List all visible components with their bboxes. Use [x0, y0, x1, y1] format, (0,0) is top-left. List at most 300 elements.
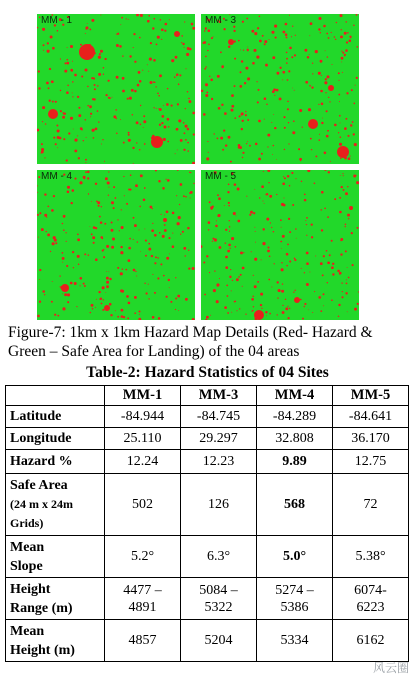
hazard-speck	[77, 96, 79, 98]
hazard-speck	[326, 110, 328, 112]
hazard-speck	[315, 50, 318, 53]
hazard-speck	[330, 161, 331, 162]
hazard-speck	[322, 274, 324, 276]
hazard-speck	[192, 318, 195, 320]
cell-line: 4477 –	[123, 582, 162, 598]
hazard-speck	[72, 251, 74, 253]
hazard-speck	[153, 81, 155, 83]
hazard-speck	[145, 255, 147, 257]
hazard-speck	[136, 121, 139, 124]
hazard-speck	[253, 275, 254, 276]
hazard-speck	[42, 28, 45, 31]
hazard-speck	[340, 158, 341, 159]
hazard-map-mm4	[37, 170, 195, 320]
hazard-speck	[289, 185, 291, 187]
hazard-speck	[66, 159, 68, 161]
hazard-speck	[323, 305, 324, 306]
hazard-speck	[144, 143, 146, 145]
hazard-speck	[128, 247, 131, 250]
hazard-speck	[356, 46, 358, 48]
hazard-speck	[140, 123, 142, 125]
hazard-speck	[347, 311, 348, 312]
hazard-speck	[264, 40, 267, 43]
hazard-speck	[318, 28, 320, 30]
hazard-speck	[134, 90, 136, 92]
hazard-speck	[286, 52, 288, 54]
hazard-speck	[128, 134, 130, 136]
hazard-speck	[96, 299, 97, 300]
hazard-speck	[338, 94, 340, 96]
hazard-speck	[84, 68, 87, 71]
hazard-speck	[257, 281, 259, 283]
hazard-map-mm3	[201, 14, 359, 164]
table-cell: 126	[181, 474, 257, 536]
hazard-speck	[282, 283, 283, 284]
hazard-speck	[109, 303, 112, 306]
hazard-speck	[249, 214, 251, 216]
hazard-speck	[207, 141, 208, 142]
hazard-speck	[208, 229, 209, 230]
hazard-speck	[282, 305, 283, 306]
hazard-speck	[306, 224, 307, 225]
hazard-speck	[134, 296, 137, 299]
hazard-speck	[340, 253, 342, 255]
hazard-speck	[251, 311, 252, 312]
hazard-speck	[341, 282, 342, 283]
hazard-speck	[49, 100, 51, 102]
hazard-speck	[331, 32, 332, 33]
hazard-speck	[247, 46, 248, 47]
hazard-speck	[281, 290, 284, 293]
hazard-speck	[166, 296, 168, 298]
hazard-speck	[322, 118, 323, 119]
hazard-speck	[266, 218, 269, 221]
hazard-speck	[169, 253, 170, 254]
hazard-speck	[156, 108, 157, 109]
hazard-speck	[129, 97, 132, 100]
hazard-speck	[306, 262, 309, 265]
hazard-speck	[281, 241, 283, 243]
hazard-speck	[253, 49, 256, 52]
column-header: MM-3	[181, 386, 257, 406]
hazard-speck	[352, 264, 354, 266]
row-label-line: Height	[10, 581, 51, 597]
hazard-speck	[183, 195, 185, 197]
hazard-speck	[148, 71, 149, 72]
hazard-speck	[345, 226, 346, 227]
hazard-speck	[81, 129, 83, 131]
hazard-speck	[104, 58, 106, 60]
row-label-line: Range (m)	[10, 600, 73, 616]
hazard-speck	[93, 78, 95, 80]
hazard-speck	[287, 79, 289, 81]
hazard-crater	[79, 44, 95, 60]
hazard-speck	[108, 271, 109, 272]
hazard-speck	[256, 81, 257, 82]
hazard-speck	[106, 277, 109, 280]
hazard-speck	[264, 43, 266, 45]
hazard-speck	[179, 204, 180, 205]
hazard-speck	[228, 183, 230, 185]
hazard-speck	[91, 304, 94, 307]
hazard-speck	[37, 315, 40, 318]
hazard-speck	[309, 272, 310, 273]
hazard-speck	[239, 85, 242, 88]
hazard-speck	[276, 89, 279, 92]
hazard-speck	[210, 206, 213, 209]
hazard-speck	[282, 182, 285, 185]
hazard-speck	[345, 250, 347, 252]
hazard-speck	[128, 139, 131, 142]
hazard-speck	[87, 177, 89, 179]
hazard-speck	[288, 143, 289, 144]
hazard-speck	[182, 43, 184, 45]
hazard-speck	[285, 23, 288, 26]
hazard-speck	[113, 207, 115, 209]
hazard-speck	[87, 171, 90, 174]
hazard-speck	[166, 103, 169, 106]
hazard-speck	[98, 73, 101, 76]
hazard-speck	[347, 186, 348, 187]
table-cell: 5.2°	[105, 536, 181, 578]
hazard-speck	[192, 267, 195, 270]
hazard-speck	[353, 103, 355, 105]
hazard-speck	[149, 81, 152, 84]
hazard-speck	[157, 277, 159, 279]
hazard-speck	[159, 74, 162, 77]
cell-line: 5386	[280, 599, 309, 615]
hazard-speck	[241, 112, 244, 115]
hazard-speck	[159, 124, 161, 126]
hazard-speck	[64, 70, 67, 73]
hazard-speck	[262, 242, 265, 245]
hazard-speck	[46, 231, 47, 232]
hazard-speck	[128, 302, 131, 305]
hazard-speck	[238, 276, 240, 278]
hazard-speck	[95, 183, 97, 185]
hazard-speck	[273, 114, 274, 115]
hazard-speck	[356, 14, 358, 16]
hazard-pattern	[37, 170, 195, 320]
hazard-speck	[185, 125, 188, 128]
hazard-speck	[78, 263, 80, 265]
hazard-speck	[155, 170, 157, 172]
hazard-speck	[289, 47, 292, 50]
hazard-speck	[52, 242, 55, 245]
hazard-speck	[214, 133, 215, 134]
hazard-speck	[205, 29, 206, 30]
hazard-speck	[102, 286, 105, 289]
hazard-speck	[358, 291, 359, 293]
hazard-speck	[101, 206, 102, 207]
hazard-speck	[310, 22, 313, 25]
hazard-speck	[331, 266, 334, 269]
hazard-speck	[121, 315, 124, 318]
hazard-speck	[55, 143, 57, 145]
hazard-speck	[272, 56, 275, 59]
hazard-speck	[129, 238, 131, 240]
hazard-speck	[60, 90, 61, 91]
hazard-speck	[343, 189, 345, 191]
hazard-speck	[117, 267, 119, 269]
hazard-speck	[127, 317, 129, 319]
hazard-speck	[318, 296, 321, 299]
hazard-speck	[214, 270, 215, 271]
hazard-speck	[172, 212, 175, 215]
hazard-speck	[246, 196, 247, 197]
hazard-speck	[242, 21, 244, 23]
hazard-speck	[345, 49, 348, 52]
hazard-speck	[62, 262, 63, 263]
hazard-speck	[277, 281, 279, 283]
hazard-speck	[309, 85, 311, 87]
hazard-speck	[311, 236, 313, 238]
hazard-speck	[204, 30, 205, 31]
hazard-speck	[331, 299, 333, 301]
hazard-crater	[61, 284, 69, 292]
table-row-mean-slope	[6, 536, 409, 578]
hazard-speck	[126, 295, 129, 298]
hazard-speck	[262, 35, 264, 37]
hazard-speck	[41, 148, 44, 151]
hazard-speck	[324, 207, 326, 209]
hazard-speck	[50, 36, 53, 39]
hazard-speck	[210, 315, 211, 316]
hazard-pattern	[201, 14, 359, 164]
hazard-speck	[133, 217, 135, 219]
hazard-speck	[177, 170, 179, 171]
hazard-speck	[339, 143, 342, 146]
hazard-speck	[137, 241, 138, 242]
hazard-crater	[174, 31, 180, 37]
hazard-speck	[116, 34, 117, 35]
hazard-speck	[256, 56, 259, 59]
hazard-speck	[235, 215, 236, 216]
hazard-speck	[278, 289, 281, 292]
hazard-speck	[268, 39, 269, 40]
hazard-speck	[345, 192, 348, 195]
hazard-speck	[74, 282, 77, 285]
hazard-speck	[99, 216, 101, 218]
hazard-speck	[177, 103, 179, 105]
hazard-speck	[121, 226, 124, 229]
hazard-speck	[188, 100, 191, 103]
hazard-speck	[54, 314, 56, 316]
hazard-speck	[243, 49, 244, 50]
hazard-speck	[292, 131, 295, 134]
hazard-speck	[41, 152, 42, 153]
hazard-speck	[39, 301, 41, 303]
hazard-speck	[103, 67, 105, 69]
hazard-speck	[274, 263, 275, 264]
hazard-speck	[187, 142, 189, 144]
hazard-speck	[285, 299, 286, 300]
hazard-speck	[127, 98, 129, 100]
hazard-speck	[257, 101, 259, 103]
hazard-speck	[229, 248, 230, 249]
hazard-speck	[164, 30, 166, 32]
hazard-speck	[70, 282, 73, 285]
hazard-speck	[131, 89, 134, 92]
hazard-speck	[72, 92, 73, 93]
hazard-speck	[168, 279, 170, 281]
hazard-speck	[183, 149, 185, 151]
hazard-speck	[259, 40, 262, 43]
hazard-speck	[113, 186, 115, 188]
hazard-speck	[47, 205, 49, 207]
cell-line: 4891	[128, 599, 157, 615]
hazard-speck	[249, 145, 251, 147]
hazard-speck	[119, 230, 120, 231]
hazard-speck	[112, 238, 115, 241]
hazard-speck	[77, 233, 79, 235]
hazard-speck	[345, 21, 346, 22]
hazard-speck	[175, 153, 176, 154]
hazard-speck	[192, 162, 195, 164]
hazard-speck	[277, 297, 278, 298]
hazard-speck	[261, 259, 262, 260]
hazard-speck	[291, 36, 292, 37]
hazard-speck	[108, 195, 109, 196]
hazard-speck	[158, 317, 161, 320]
hazard-speck	[239, 308, 240, 309]
hazard-crater	[254, 310, 264, 320]
hazard-speck	[331, 240, 333, 242]
hazard-speck	[47, 233, 50, 236]
hazard-speck	[230, 269, 231, 270]
hazard-speck	[332, 273, 334, 275]
hazard-speck	[284, 127, 286, 129]
hazard-speck	[227, 191, 229, 193]
hazard-speck	[66, 59, 68, 61]
hazard-speck	[208, 152, 209, 153]
hazard-speck	[80, 44, 82, 46]
hazard-speck	[266, 104, 268, 106]
hazard-speck	[323, 293, 325, 295]
hazard-speck	[137, 84, 140, 87]
hazard-speck	[165, 23, 168, 26]
hazard-speck	[152, 223, 153, 224]
hazard-speck	[77, 255, 80, 258]
hazard-speck	[74, 178, 76, 180]
table-cell	[333, 578, 409, 620]
hazard-speck	[106, 281, 109, 284]
table-cell	[181, 578, 257, 620]
hazard-speck	[158, 95, 160, 97]
hazard-speck	[247, 141, 248, 142]
hazard-speck	[357, 303, 359, 305]
hazard-crater	[294, 297, 300, 303]
hazard-speck	[37, 27, 38, 29]
hazard-speck	[342, 291, 343, 292]
hazard-speck	[172, 233, 173, 234]
hazard-speck	[218, 107, 221, 110]
hazard-speck	[281, 248, 282, 249]
hazard-speck	[178, 83, 180, 85]
hazard-speck	[97, 201, 100, 204]
hazard-speck	[246, 18, 248, 20]
table-row-latitude	[6, 406, 409, 428]
hazard-speck	[252, 310, 254, 312]
hazard-speck	[176, 73, 178, 75]
hazard-speck	[74, 139, 77, 142]
hazard-speck	[163, 125, 166, 128]
hazard-speck	[142, 70, 143, 71]
hazard-speck	[344, 32, 347, 35]
hazard-speck	[295, 35, 296, 36]
hazard-speck	[97, 110, 99, 112]
hazard-speck	[49, 68, 51, 70]
hazard-speck	[107, 181, 110, 184]
hazard-speck	[66, 62, 69, 65]
hazard-speck	[268, 182, 269, 183]
hazard-speck	[168, 126, 169, 127]
hazard-speck	[145, 240, 147, 242]
hazard-speck	[213, 289, 216, 292]
hazard-speck	[91, 77, 93, 79]
hazard-speck	[158, 108, 159, 109]
hazard-speck	[46, 82, 49, 85]
hazard-speck	[341, 61, 342, 62]
table-cell: -84.641	[333, 406, 409, 428]
watermark: 风云圈	[372, 661, 409, 675]
hazard-speck	[308, 108, 311, 111]
row-label-line: Mean	[10, 623, 45, 639]
hazard-speck	[138, 318, 141, 320]
hazard-speck	[163, 275, 165, 277]
hazard-speck	[74, 74, 77, 77]
hazard-speck	[93, 137, 95, 139]
hazard-speck	[70, 45, 73, 48]
hazard-speck	[84, 285, 86, 287]
hazard-speck	[135, 271, 136, 272]
hazard-speck	[233, 212, 236, 215]
hazard-speck	[265, 64, 268, 67]
hazard-speck	[190, 172, 191, 173]
table-cell	[105, 578, 181, 620]
hazard-speck	[203, 41, 206, 44]
hazard-speck	[206, 91, 208, 93]
hazard-speck	[228, 202, 230, 204]
hazard-speck	[318, 17, 321, 20]
hazard-speck	[253, 306, 254, 307]
hazard-speck	[296, 238, 297, 239]
hazard-speck	[221, 104, 223, 106]
hazard-speck	[98, 205, 100, 207]
hazard-speck	[261, 153, 263, 155]
hazard-speck	[267, 134, 270, 137]
hazard-speck	[67, 186, 70, 189]
hazard-speck	[344, 55, 345, 56]
hazard-speck	[205, 83, 208, 86]
hazard-speck	[129, 189, 131, 191]
hazard-speck	[48, 87, 50, 89]
hazard-speck	[120, 246, 122, 248]
hazard-speck	[190, 197, 191, 198]
hazard-speck	[217, 194, 219, 196]
table-cell: -84.944	[105, 406, 181, 428]
hazard-speck	[115, 310, 116, 311]
hazard-speck	[345, 118, 347, 120]
hazard-speck	[286, 58, 288, 60]
hazard-speck	[117, 316, 119, 318]
hazard-speck	[102, 139, 103, 140]
hazard-speck	[264, 119, 265, 120]
hazard-speck	[37, 192, 38, 193]
hazard-speck	[120, 24, 121, 25]
hazard-speck	[287, 243, 289, 245]
hazard-speck	[205, 66, 207, 68]
